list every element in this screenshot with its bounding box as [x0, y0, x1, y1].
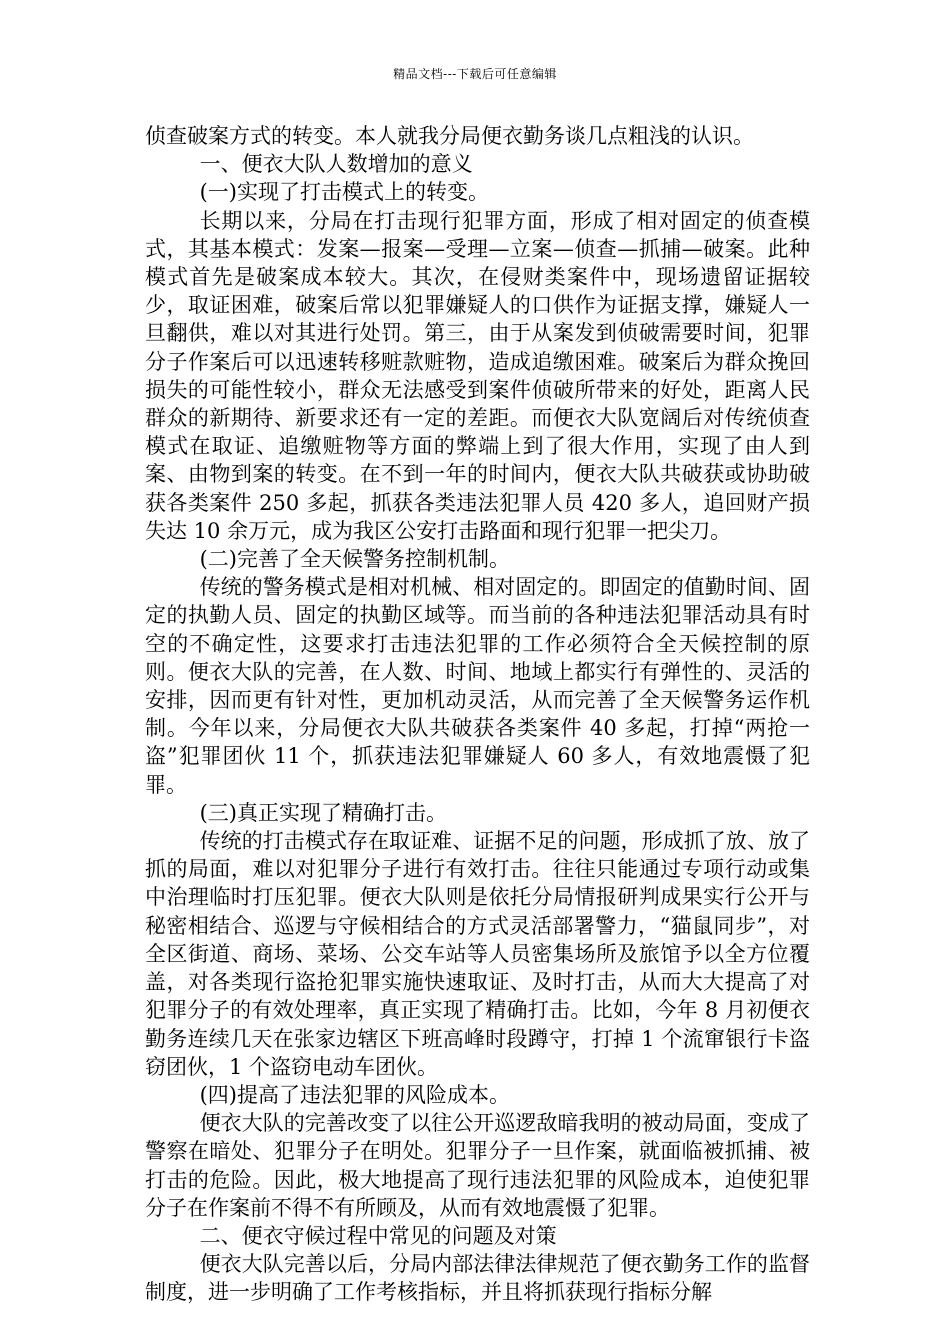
subsection-heading: (三)真正实现了精确打击。 [199, 800, 447, 825]
paragraph: 传统的警务模式是相对机械、相对固定的。即固定的值勤时间、固定的执勤人员、固定的执勤区域等。而当前的各种违法犯罪活动具有时空的不确定性，这要求打击违法犯罪的工作必须符合全天候控制的原则。便衣大队的完善，在人数、时间、地域上都实行有弹性的、灵活的安排，因而更有针对性，更加机动灵活，从而完善了全天候警务运作机制。今年以来，分局便衣大队共破获各类案件 40 多起，打掉“两抢一盗”犯罪团伙 11 个，抓获违法犯罪嫌疑人 60 多人，有效地震慑了犯罪。 [145, 575, 810, 797]
document-body [145, 122, 810, 1307]
subsection-heading: (四)提高了违法犯罪的风险成本。 [199, 1082, 510, 1107]
section-heading: 二、便衣守候过程中常见的问题及对策 [199, 1223, 557, 1248]
section-heading: 一、便衣大队人数增加的意义 [199, 152, 473, 177]
subsection-heading: (二)完善了全天候警务控制机制。 [199, 547, 510, 572]
subsection-heading: (一)实现了打击模式上的转变。 [199, 180, 489, 205]
paragraph: 长期以来，分局在打击现行犯罪方面，形成了相对固定的侦查模式，其基本模式：发案—报案—受理—立案—侦查—抓捕—破案。此种模式首先是破案成本较大。其次，在侵财类案件中，现场遗留证据较少，取证困难，破案后常以犯罪嫌疑人的口供作为证据支撑，嫌疑人一旦翻供，难以对其进行处罚。第三，由于从案发到侦破需要时间，犯罪分子作案后可以迅速转移赃款赃物，造成追缴困难。破案后为群众挽回损失的可能性较小，群众无法感受到案件侦破所带来的好处，距离人民群众的新期待、新要求还有一定的差距。而便衣大队宽阔后对传统侦查模式在取证、追缴赃物等方面的弊端上到了很大作用，实现了由人到案、由物到案的转变。在不到一年的时间内，便衣大队共破获或协助破获各类案件 250 多起，抓获各类违法犯罪人员 420 多人，追回财产损失达 10 余万元，成为我区公安打击路面和现行犯罪一把尖刀。 [145, 208, 810, 543]
paragraph: 便衣大队完善以后，分局内部法律法律规范了便衣勤务工作的监督制度，进一步明确了工作考核指标，并且将抓获现行指标分解 [145, 1252, 810, 1305]
page-header: 精品文档---下载后可任意编辑 [393, 67, 557, 81]
paragraph: 便衣大队的完善改变了以往公开巡逻敌暗我明的被动局面，变成了警察在暗处、犯罪分子在明处。犯罪分子一旦作案，就面临被抓捕、被打击的危险。因此，极大地提高了现行违法犯罪的风险成本，迫使犯罪分子在作案前不得不有所顾及，从而有效地震慑了犯罪。 [145, 1111, 810, 1220]
paragraph: 侦查破案方式的转变。本人就我分局便衣勤务谈几点粗浅的认识。 [145, 124, 754, 148]
paragraph: 传统的打击模式存在取证难、证据不足的问题，形成抓了放、放了抓的局面，难以对犯罪分子进行有效打击。往往只能通过专项行动或集中治理临时打压犯罪。便衣大队则是依托分局情报研判成果实行公开与秘密相结合、巡逻与守候相结合的方式灵活部署警力，“猫鼠同步”，对全区街道、商场、菜场、公交车站等人员密集场所及旅馆予以全方位覆盖，对各类现行盗抢犯罪实施快速取证、及时打击，从而大大提高了对犯罪分子的有效处理率，真正实现了精确打击。比如，今年 8 月初便衣勤务连续几天在张家边辖区下班高峰时段蹲守，打掉 1 个流窜银行卡盗窃团伙，1 个盗窃电动车团伙。 [145, 829, 810, 1079]
